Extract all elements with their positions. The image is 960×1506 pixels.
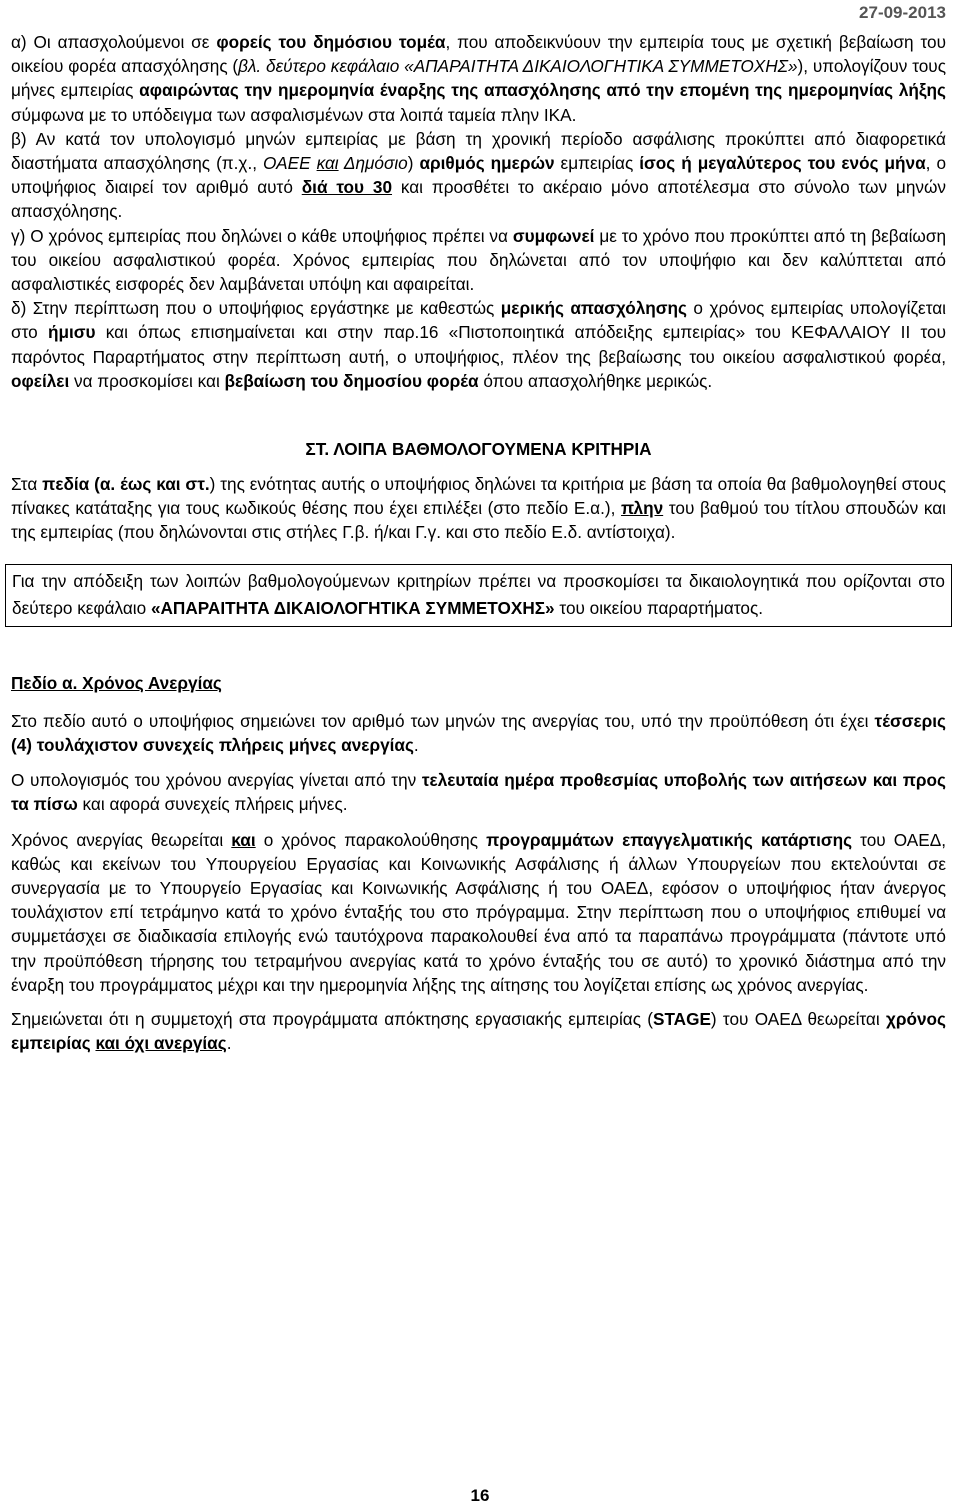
header-date: 27-09-2013	[859, 3, 946, 22]
paragraph-d: δ) Στην περίπτωση που ο υποψήφιος εργάστηκε με καθεστώς μερικής απασχόλησης ο χρόνος εμπειρίας υπολογίζεται στο ήμισυ και όπως επισημαίνεται και στην παρ.16 «Πιστοποιητικά απόδειξης εμπειρίας» του ΚΕΦΑΛΑΙΟΥ ΙΙ του παρόντος Παραρτήματος στην περίπτωση αυτή, ο υποψήφιος, πλέον της βεβαίωσης του οικείου ασφαλιστικού φορέα, οφείλει να προσκομίσει και βεβαίωση του δημοσίου φορέα όπου απασχολήθηκε μερικώς.	[11, 298, 946, 391]
paragraph-a: α) Οι απασχολούμενοι σε φορείς του δημόσιου τομέα, που αποδεικνύουν την εμπειρία τους με σχετική βεβαίωση του οικείου φορέα απασχόλησης (βλ. δεύτερο κεφάλαιο «ΑΠΑΡΑΙΤΗΤΑ ΔΙΚΑΙΟΛΟΓΗΤΙΚΑ ΣΥΜΜΕΤΟΧΗΣ»), υπολογίζουν τους μήνες εμπειρίας αφαιρώντας την ημερομηνία έναρξης της απασχόλησης από την επομένη της ημερομηνίας λήξης σύμφωνα με το υπόδειγμα των ασφαλισμένων στα λοιπά ταμεία πλην ΙΚΑ.	[11, 32, 946, 125]
page-number: 16	[470, 1486, 490, 1505]
paragraph-fields: Στα πεδία (α. έως και στ.) της ενότητας αυτής ο υποψήφιος δηλώνει τα κριτήρια με βάση τα οποία θα βαθμολογηθεί στους πίνακες κατάταξης για τους κωδικούς θέσης που έχει επιλέξει (στο πεδίο Ε.α.), πλην του βαθμού του τίτλου σπουδών και της εμπειρίας (που δηλώνονται στις στήλες Γ.β. ή/και Γ.γ. και στο πεδίο Ε.δ. αντίστοιχα).	[11, 474, 946, 543]
field-a-title: Πεδίο α. Χρόνος Ανεργίας	[11, 672, 222, 693]
paragraph-c: γ) Ο χρόνος εμπειρίας που δηλώνει ο κάθε υποψήφιος πρέπει να συμφωνεί με το χρόνο που προκύπτει από τη βεβαίωση του οικείου ασφαλιστικού φορέα. Χρόνος εμπειρίας που δηλώνεται από τον υποψήφιο και δεν καλύπτεται από ασφαλιστικές εισφορές δεν λαμβάνεται υπόψη και αφαιρείται.	[11, 225, 947, 295]
paragraph-b: β) Αν κατά τον υπολογισμό μηνών εμπειρίας με βάση τη χρονική περίοδο ασφάλισης προκύπτει από διαφορετικά διαστήματα απασχόλησης (π.χ., ΟΑΕΕ και Δημόσιο) αριθμός ημερών εμπειρίας ίσος ή μεγαλύτερος του ενός μήνα, ο υποψήφιος διαιρεί τον αριθμό αυτό διά του 30 και προσθέτει το ακέραιο μόνο αποτέλεσμα στο σύνολο των μηνών απασχόλησης.	[11, 128, 946, 222]
paragraph-unemployment-1: Στο πεδίο αυτό ο υποψήφιος σημειώνει τον αριθμό των μηνών της ανεργίας του, υπό την προϋπόθεση ότι έχει τέσσερις (4) τουλάχιστον συνεχείς πλήρεις μήνες ανεργίας.	[11, 710, 946, 756]
boxed-note	[5, 564, 952, 627]
paragraph-unemployment-4: Σημειώνεται ότι η συμμετοχή στα προγράμματα απόκτησης εργασιακής εμπειρίας (STAGE) του ΟΑΕΔ θεωρείται χρόνος εμπειρίας και όχι ανεργίας.	[11, 1009, 946, 1054]
boxed-note-text: Για την απόδειξη των λοιπών βαθμολογούμενων κριτηρίων πρέπει να προσκομίσει τα δικαιολογητικά που ορίζονται στο δεύτερο κεφάλαιο «ΑΠΑΡΑΙΤΗΤΑ ΔΙΚΑΙΟΛΟΓΗΤΙΚΑ ΣΥΜΜΕΤΟΧΗΣ» του οικείου παραρτήματος.	[12, 570, 945, 618]
paragraph-unemployment-3: Χρόνος ανεργίας θεωρείται και ο χρόνος παρακολούθησης προγραμμάτων επαγγελματικής κατάρτισης του ΟΑΕΔ, καθώς και εκείνων του Υπουργείου Εργασίας και Κοινωνικής Ασφάλισης ή άλλων Υπουργείων που εκτελούνται σε συνεργασία με το Υπουργείο Εργασίας και Κοινωνικής Ασφάλισης ή του ΟΑΕΔ, εφόσον ο υποψήφιος ήταν άνεργος τουλάχιστον επί τετράμηνο κατά το χρόνο ένταξής του στο πρόγραμμα. Στην περίπτωση που ο υποψήφιος επιθυμεί να συμμετάσχει σε διαδικασία επιλογής ενώ ταυτόχρονα παρακολουθεί ένα από τα παραπάνω προγράμματα (πάντοτε υπό την προϋπόθεση τήρησης του τετραμήνου ανεργίας κατά το χρόνο ένταξής του σε αυτό) το χρονικό διάστημα από την έναρξη του προγράμματος μέχρι και την ημερομηνία λήξης της αίτησης του λογίζεται επίσης ως χρόνος ανεργίας.	[11, 829, 946, 995]
section-heading: ΣΤ. ΛΟΙΠΑ ΒΑΘΜΟΛΟΓΟΥΜΕΝΑ ΚΡΙΤΗΡΙΑ	[305, 439, 652, 460]
paragraph-unemployment-2: Ο υπολογισμός του χρόνου ανεργίας γίνεται από την τελευταία ημέρα προθεσμίας υποβολής των αιτήσεων και προς τα πίσω και αφορά συνεχείς πλήρεις μήνες.	[11, 770, 946, 815]
document-body	[11, 30, 946, 1056]
